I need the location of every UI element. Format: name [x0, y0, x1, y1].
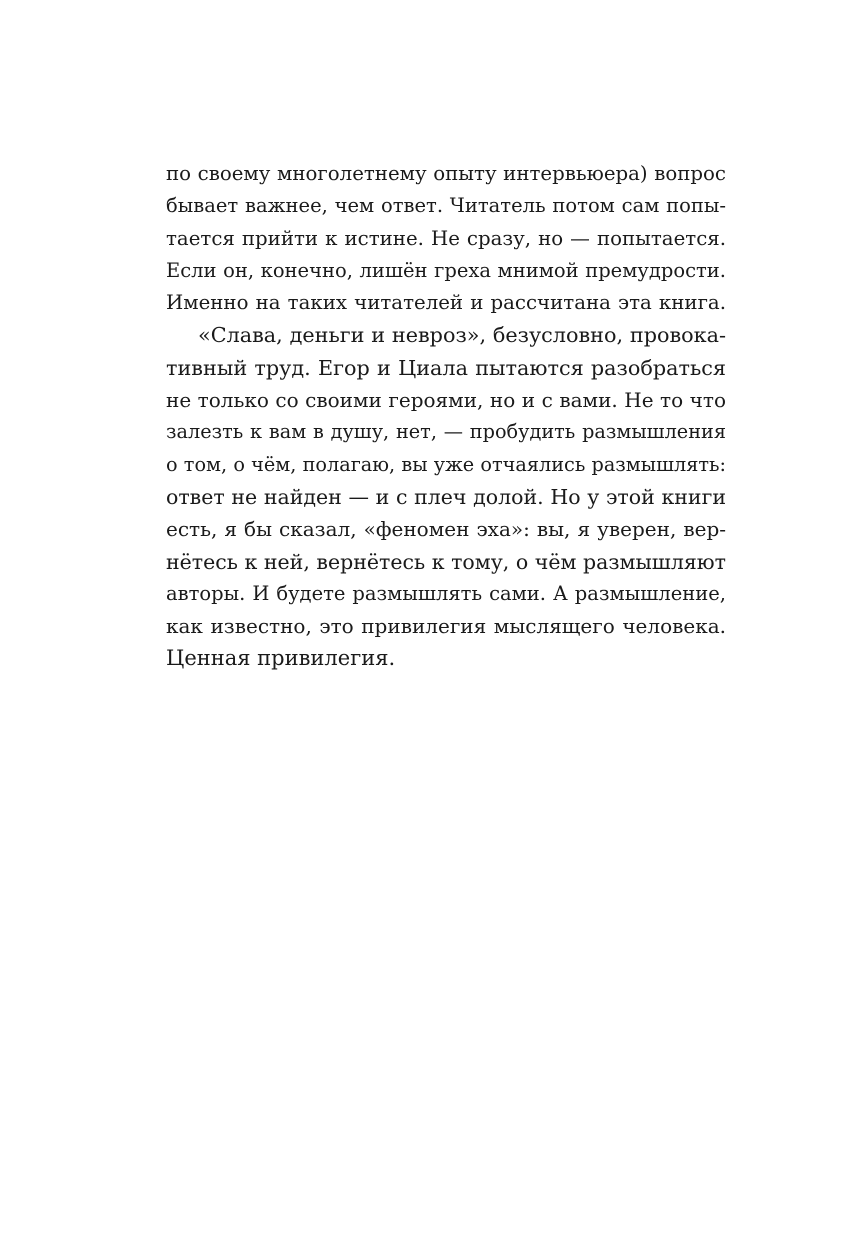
text-line: нётесь к ней, вернётесь к тому, о чём размышляют: [166, 549, 726, 574]
body-text: [166, 158, 726, 675]
paragraph-2: [166, 319, 726, 674]
text-line: по своему многолетнему опыту интервьюера) вопрос: [166, 162, 726, 185]
text-line: Ценная привилегия.: [166, 646, 396, 671]
text-line: не только со своими героями, но и с вами. Не то что: [166, 388, 726, 413]
text-line: авторы. И будете размышлять сами. А размышление,: [166, 581, 726, 605]
text-line: залезть к вам в душу, нет, — пробудить размышления: [166, 420, 726, 444]
text-line: тивный труд. Егор и Циала пытаются разобраться: [166, 355, 726, 380]
text-line: «Слава, деньги и невроз», безусловно, провока-: [198, 323, 726, 348]
text-line: есть, я бы сказал, «феномен эха»: вы, я уверен, вер-: [166, 517, 726, 542]
text-line: Если он, конечно, лишён греха мнимой премудрости.: [166, 258, 726, 282]
text-line: ответ не найден — и с плеч долой. Но у этой книги: [166, 484, 726, 509]
text-line: бывает важнее, чем ответ. Читатель потом сам попы-: [166, 194, 726, 218]
text-line: как известно, это привилегия мыслящего человека.: [166, 614, 726, 639]
text-line: о том, о чём, полагаю, вы уже отчаялись размышлять:: [166, 452, 726, 476]
text-line: Именно на таких читателей и рассчитана эта книга.: [166, 291, 726, 315]
paragraph-1: [166, 158, 726, 319]
text-line: тается прийти к истине. Не сразу, но — попытается.: [166, 226, 726, 250]
